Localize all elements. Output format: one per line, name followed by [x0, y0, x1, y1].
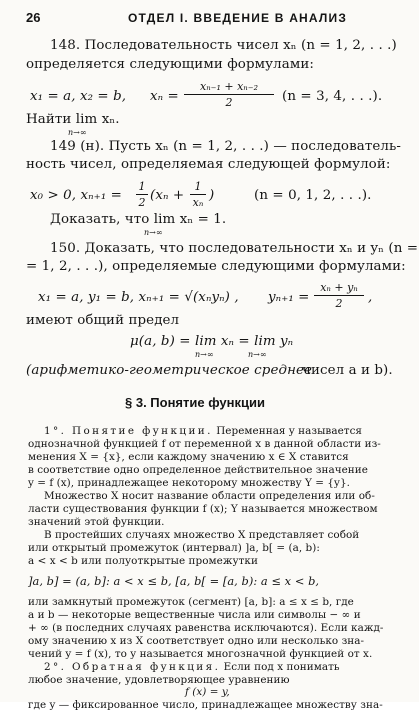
body-line-4: в соответствие одно определенное действительное значение — [28, 464, 368, 476]
body-line-2: однозначной функцией f от переменной x в данной области из- — [28, 438, 381, 450]
body-line-19: где y — фиксированное число, принадлежащее множеству зна- — [28, 699, 383, 711]
body-line-16: чений y = f (x), то y называется многозначной функцией от x. — [28, 648, 373, 660]
problem-150-limit-subscript-1: n→∞ — [195, 350, 214, 359]
page-number: 26 — [26, 10, 41, 25]
body-line-15: ому значению x из X соответствует одно или несколько зна- — [28, 635, 365, 647]
body-line-14: + ∞ (в последних случаях равенства исключаются). Если кажд- — [28, 622, 384, 634]
body-line-1 — [44, 425, 362, 437]
problem-150-eq-b-end: , — [368, 290, 373, 305]
problem-149-eq-right: (n = 0, 1, 2, . . .). — [254, 188, 372, 203]
problem-150-eq-a: x₁ = a, y₁ = b, xₙ₊₁ = √(xₙyₙ) , — [38, 290, 239, 305]
body-line-3: менения X = {x}, если каждому значению x ∈ X ставится — [28, 451, 349, 463]
problem-148-eq-right: (n = 3, 4, . . .). — [282, 89, 383, 104]
problem-150-line4-end: чисел a и b). — [302, 363, 393, 378]
running-title: ОТДЕЛ I. ВВЕДЕНИЕ В АНАЛИЗ — [128, 11, 348, 25]
fraction-numerator: xₙ + yₙ — [320, 281, 358, 294]
problem-148-eq-xn: xₙ = — [150, 89, 179, 104]
problem-150-line4-italic: (арифметико-геометрическое среднее — [26, 363, 313, 378]
body-line-17 — [44, 661, 340, 673]
problem-150-line2: = 1, 2, . . .), определяемые следующими формулами: — [26, 259, 406, 274]
equation-fx-equals-y: f (x) = y, — [185, 686, 230, 698]
fraction-numerator: 1 — [194, 180, 202, 193]
problem-149-paren-close: ) — [209, 188, 215, 203]
problem-149-eq-start: x₀ > 0, xₙ₊₁ = — [30, 188, 122, 203]
body-line-6: Множество X носит название области определения или об- — [44, 490, 375, 502]
problem-149-prove: Доказать, что lim xₙ = 1. — [50, 212, 227, 227]
problem-148-fraction — [184, 80, 274, 109]
fraction-denominator: 2 — [335, 297, 343, 310]
body-line-12: или замкнутый промежуток (сегмент) [a, b]: a ≤ x ≤ b, где — [28, 596, 354, 608]
body-line-1-text: Переменная y называется — [212, 425, 363, 437]
subsection-heading-2: 2°. Обратная функция. — [44, 661, 221, 673]
fraction-denominator: xₙ — [192, 196, 204, 209]
problem-150-mu-equation: μ(a, b) = lim xₙ = lim yₙ — [130, 334, 294, 349]
body-line-10: или открытый промежуток (интервал) ]a, b[ = (a, b): — [28, 542, 320, 554]
problem-150-line1: 150. Доказать, что последовательности xₙ и yₙ (n = — [50, 241, 419, 256]
problem-150-limit-subscript-2: n→∞ — [248, 350, 267, 359]
body-line-9: В простейших случаях множество X представляет собой — [44, 529, 360, 541]
problem-150-line3: имеют общий предел — [26, 313, 180, 328]
problem-149-line2: ность чисел, определяемая следующей формулой: — [26, 157, 391, 172]
fraction-numerator: xₙ₋₁ + xₙ₋₂ — [200, 80, 258, 93]
problem-149-half-fraction — [136, 180, 148, 209]
problem-149-inverse-fraction — [190, 180, 206, 209]
problem-148-eq-left: x₁ = a, x₂ = b, — [30, 89, 127, 104]
fraction-bar — [184, 94, 274, 95]
problem-148-find: Найти lim xₙ. — [26, 112, 120, 127]
section-title: § 3. Понятие функции — [125, 395, 265, 410]
subsection-heading-1: 1°. Понятие функции. — [44, 425, 213, 437]
problem-149-line1: 149 (н). Пусть xₙ (n = 1, 2, . . .) — последователь- — [50, 139, 401, 154]
fraction-denominator: 2 — [138, 196, 146, 209]
body-line-5: y = f (x), принадлежащее некоторому множеству Y = {y}. — [28, 477, 350, 489]
fraction-denominator: 2 — [225, 96, 233, 109]
body-line-13: a и b — некоторые вещественные числа или символы − ∞ и — [28, 609, 361, 621]
problem-148-line2: определяется следующими формулами: — [26, 57, 314, 72]
body-line-11: a < x < b или полуоткрытые промежутки — [28, 555, 258, 567]
problem-150-fraction — [314, 281, 364, 310]
problem-149-limit-subscript: n→∞ — [144, 228, 163, 237]
problem-149-paren-open: (xₙ + — [150, 188, 185, 203]
fraction-bar — [136, 194, 148, 195]
problem-148-limit-subscript: n→∞ — [68, 128, 87, 137]
intervals-formula: ]a, b] = (a, b]: a < x ≤ b, [a, b[ = [a, b): a ≤ x < b, — [28, 574, 320, 588]
problem-148-line1: 148. Последовательность чисел xₙ (n = 1, 2, . . .) — [50, 38, 397, 53]
body-line-7: ласти существования функции f (x); Y называется множеством — [28, 503, 378, 515]
body-line-8: значений этой функции. — [28, 516, 165, 528]
fraction-numerator: 1 — [138, 180, 146, 193]
fraction-bar — [190, 194, 206, 195]
body-line-18: любое значение, удовлетворяющее уравнению — [28, 674, 290, 686]
fraction-bar — [314, 295, 364, 296]
problem-150-eq-b: yₙ₊₁ = — [268, 290, 310, 305]
body-line-17-text: Если под x понимать — [220, 661, 340, 673]
